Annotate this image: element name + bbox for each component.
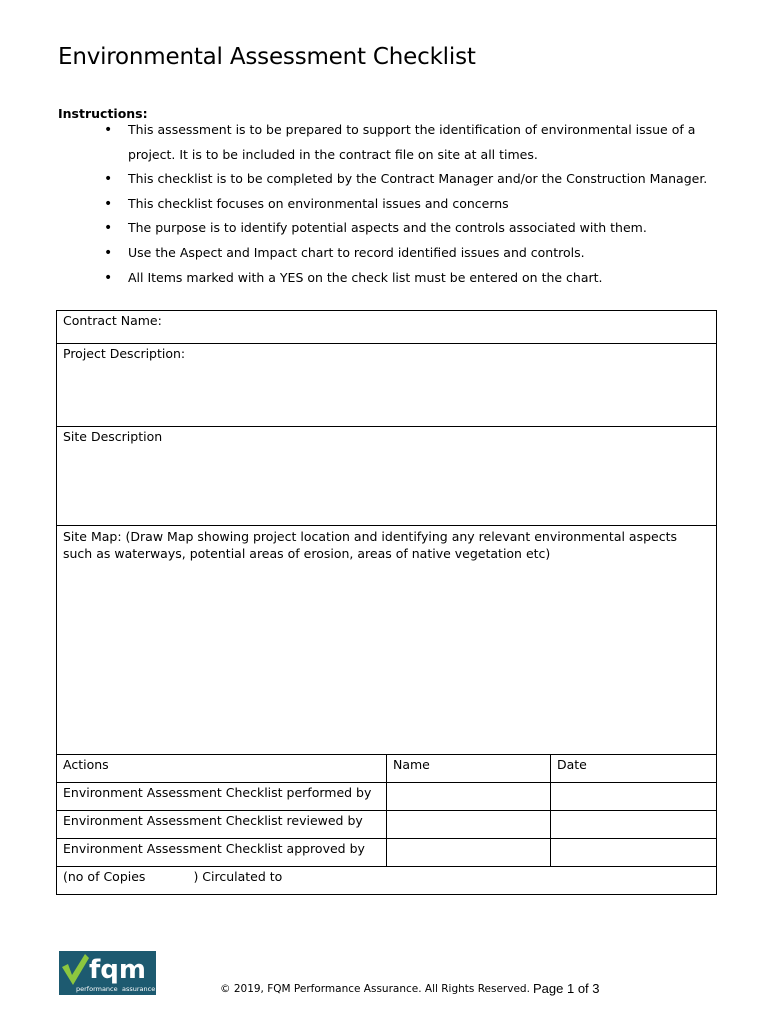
fqm-logo: [59, 951, 156, 995]
site-map-label: Site Map: (Draw Map showing project location and identifying any relevant environmental aspects such as waterways, potential areas of erosion, areas of native vegetation etc): [63, 529, 678, 561]
logo-subtext-right: assurance: [122, 985, 156, 993]
performed-by-label: Environment Assessment Checklist performed by: [57, 783, 387, 811]
list-item: • Use the Aspect and Impact chart to record identified issues and controls.: [58, 241, 718, 266]
circulation-field[interactable]: [57, 867, 717, 895]
reviewed-by-date-field[interactable]: [551, 811, 717, 839]
list-item: • This assessment is to be prepared to support the identification of environmental issue of a project. It is to be included in the contract file on site at all times.: [58, 118, 718, 167]
circulated-to-label: ) Circulated to: [193, 869, 283, 884]
list-item: • This checklist is to be completed by the Contract Manager and/or the Construction Manager.: [58, 167, 718, 192]
instructions-label: Instructions:: [58, 106, 148, 121]
list-item: • This checklist focuses on environmental issues and concerns: [58, 192, 718, 217]
site-description-field[interactable]: [57, 427, 717, 526]
site-map-field[interactable]: [57, 526, 717, 755]
performed-by-name-field[interactable]: [387, 783, 551, 811]
footer-copyright: © 2019, FQM Performance Assurance. All Rights Reserved.: [220, 983, 530, 995]
table-row: [57, 839, 717, 867]
reviewed-by-label: Environment Assessment Checklist reviewed by: [57, 811, 387, 839]
list-item: • The purpose is to identify potential aspects and the controls associated with them.: [58, 216, 718, 241]
reviewed-by-name-field[interactable]: [387, 811, 551, 839]
approved-by-label: Environment Assessment Checklist approved by: [57, 839, 387, 867]
actions-header: Actions: [57, 755, 387, 783]
contract-name-field[interactable]: [57, 311, 717, 344]
approved-by-date-field[interactable]: [551, 839, 717, 867]
copies-label: (no of Copies: [63, 869, 146, 884]
approved-by-name-field[interactable]: [387, 839, 551, 867]
logo-text: fqm: [89, 955, 147, 985]
table-row: [57, 783, 717, 811]
project-description-field[interactable]: [57, 344, 717, 427]
page-title: Environmental Assessment Checklist: [58, 44, 476, 70]
logo-subtext-left: performance: [76, 985, 118, 993]
date-header: Date: [551, 755, 717, 783]
performed-by-date-field[interactable]: [551, 783, 717, 811]
page-number: Page 1 of 3: [533, 981, 600, 996]
checkmark-icon: [62, 954, 89, 985]
site-description-label: Site Description: [63, 429, 163, 444]
project-description-label: Project Description:: [63, 346, 186, 361]
list-item: • All Items marked with a YES on the check list must be entered on the chart.: [58, 266, 718, 291]
table-row: [57, 811, 717, 839]
contract-name-label: Contract Name:: [63, 313, 162, 328]
assessment-form-table: [56, 310, 717, 895]
name-header: Name: [387, 755, 551, 783]
instructions-list: [58, 118, 718, 290]
